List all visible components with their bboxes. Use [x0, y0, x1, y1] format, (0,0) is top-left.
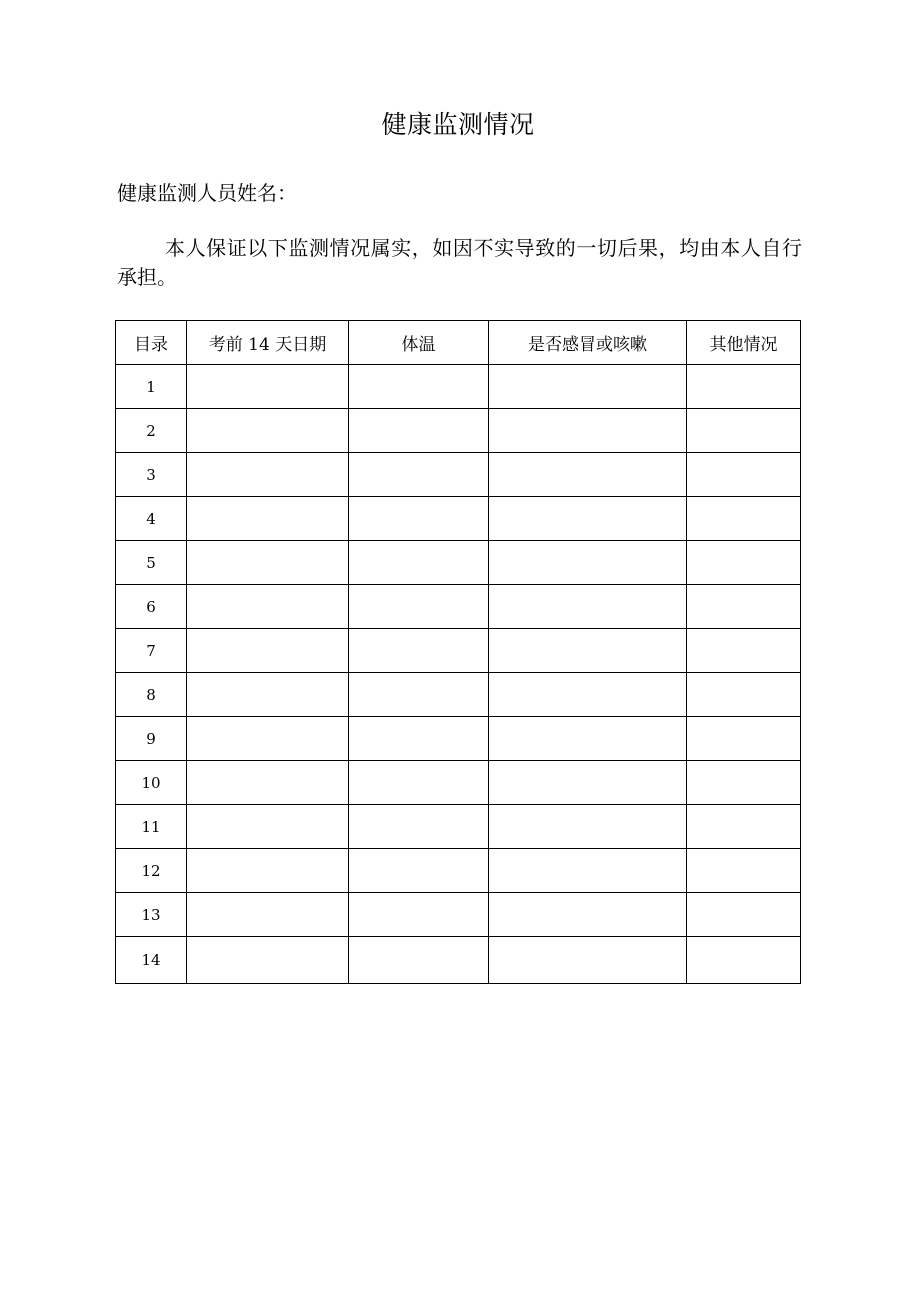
- cell-temperature[interactable]: [349, 937, 489, 984]
- cell-cold-cough[interactable]: [489, 629, 687, 673]
- cell-cold-cough[interactable]: [489, 497, 687, 541]
- cell-temperature[interactable]: [349, 541, 489, 585]
- cell-date[interactable]: [187, 849, 349, 893]
- cell-other[interactable]: [687, 673, 801, 717]
- cell-cold-cough[interactable]: [489, 673, 687, 717]
- table-row: [116, 893, 801, 937]
- cell-other[interactable]: [687, 937, 801, 984]
- row-index: 7: [116, 629, 187, 673]
- cell-cold-cough[interactable]: [489, 409, 687, 453]
- cell-date[interactable]: [187, 893, 349, 937]
- cell-other[interactable]: [687, 805, 801, 849]
- cell-other[interactable]: [687, 849, 801, 893]
- table-row: [116, 409, 801, 453]
- row-index: 11: [116, 805, 187, 849]
- cell-date[interactable]: [187, 585, 349, 629]
- table-body: [116, 365, 801, 984]
- cell-temperature[interactable]: [349, 673, 489, 717]
- pledge-statement: 本人保证以下监测情况属实，如因不实导致的一切后果，均由本人自行承担。: [117, 236, 802, 289]
- cell-other[interactable]: [687, 585, 801, 629]
- table-row: [116, 497, 801, 541]
- header-cold-cough: 是否感冒或咳嗽: [489, 321, 687, 365]
- cell-date[interactable]: [187, 541, 349, 585]
- row-index: 9: [116, 717, 187, 761]
- cell-temperature[interactable]: [349, 629, 489, 673]
- monitored-person-name-label: 健康监测人员姓名：: [117, 181, 297, 205]
- row-index: 14: [116, 937, 187, 984]
- cell-date[interactable]: [187, 761, 349, 805]
- cell-other[interactable]: [687, 409, 801, 453]
- cell-temperature[interactable]: [349, 761, 489, 805]
- row-index: 5: [116, 541, 187, 585]
- cell-cold-cough[interactable]: [489, 585, 687, 629]
- cell-other[interactable]: [687, 761, 801, 805]
- cell-cold-cough[interactable]: [489, 761, 687, 805]
- cell-temperature[interactable]: [349, 497, 489, 541]
- cell-date[interactable]: [187, 365, 349, 409]
- cell-temperature[interactable]: [349, 453, 489, 497]
- cell-date[interactable]: [187, 453, 349, 497]
- page-title: 健康监测情况: [381, 110, 535, 139]
- cell-temperature[interactable]: [349, 805, 489, 849]
- cell-other[interactable]: [687, 629, 801, 673]
- table-row: [116, 805, 801, 849]
- table-row: [116, 761, 801, 805]
- table-row: [116, 673, 801, 717]
- row-index: 4: [116, 497, 187, 541]
- table-row: [116, 629, 801, 673]
- cell-other[interactable]: [687, 453, 801, 497]
- cell-date[interactable]: [187, 937, 349, 984]
- cell-cold-cough[interactable]: [489, 541, 687, 585]
- cell-temperature[interactable]: [349, 365, 489, 409]
- table-row: [116, 717, 801, 761]
- header-other: 其他情况: [687, 321, 801, 365]
- row-index: 3: [116, 453, 187, 497]
- cell-date[interactable]: [187, 629, 349, 673]
- header-temperature: 体温: [349, 321, 489, 365]
- cell-date[interactable]: [187, 717, 349, 761]
- cell-date[interactable]: [187, 805, 349, 849]
- cell-date[interactable]: [187, 409, 349, 453]
- cell-cold-cough[interactable]: [489, 805, 687, 849]
- cell-other[interactable]: [687, 717, 801, 761]
- row-index: 12: [116, 849, 187, 893]
- cell-date[interactable]: [187, 673, 349, 717]
- cell-temperature[interactable]: [349, 409, 489, 453]
- cell-cold-cough[interactable]: [489, 365, 687, 409]
- header-date: 考前 14 天日期: [187, 321, 349, 365]
- cell-other[interactable]: [687, 365, 801, 409]
- cell-cold-cough[interactable]: [489, 453, 687, 497]
- header-index: 目录: [116, 321, 187, 365]
- table-row: [116, 849, 801, 893]
- table-row: [116, 453, 801, 497]
- row-index: 13: [116, 893, 187, 937]
- cell-date[interactable]: [187, 497, 349, 541]
- cell-cold-cough[interactable]: [489, 893, 687, 937]
- cell-temperature[interactable]: [349, 893, 489, 937]
- table-row: [116, 585, 801, 629]
- row-index: 10: [116, 761, 187, 805]
- table-row: [116, 937, 801, 984]
- table-row: [116, 541, 801, 585]
- cell-other[interactable]: [687, 497, 801, 541]
- health-monitoring-table: [115, 320, 801, 984]
- cell-temperature[interactable]: [349, 849, 489, 893]
- table-row: [116, 365, 801, 409]
- cell-other[interactable]: [687, 893, 801, 937]
- row-index: 2: [116, 409, 187, 453]
- row-index: 6: [116, 585, 187, 629]
- cell-temperature[interactable]: [349, 585, 489, 629]
- cell-temperature[interactable]: [349, 717, 489, 761]
- row-index: 8: [116, 673, 187, 717]
- cell-cold-cough[interactable]: [489, 717, 687, 761]
- cell-cold-cough[interactable]: [489, 937, 687, 984]
- cell-other[interactable]: [687, 541, 801, 585]
- row-index: 1: [116, 365, 187, 409]
- table-header-row: [116, 321, 801, 365]
- cell-cold-cough[interactable]: [489, 849, 687, 893]
